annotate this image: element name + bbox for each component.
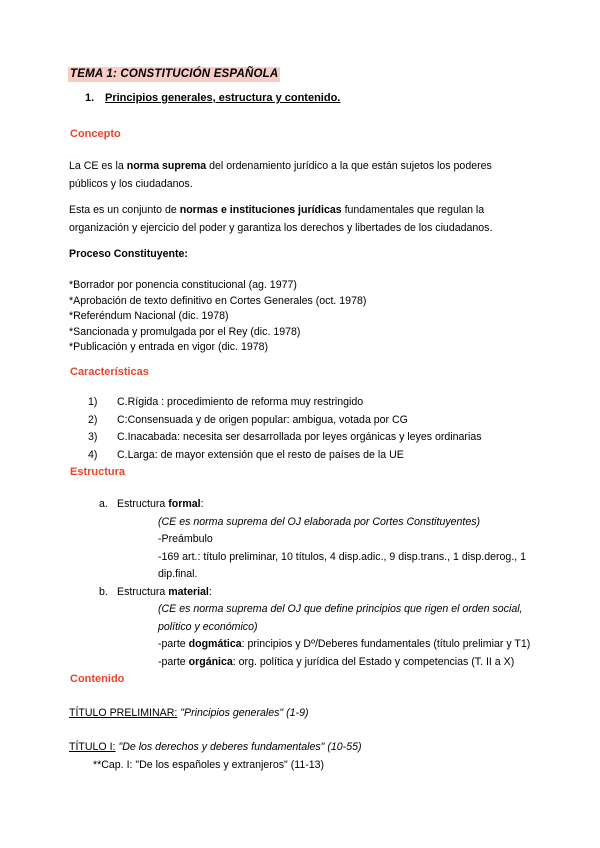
detail-prefix: -parte (158, 638, 189, 650)
estructura-a-lead-bold: formal (168, 498, 201, 510)
concepto-p1-part-a: La CE es la (69, 160, 127, 172)
document-title-container (68, 64, 280, 83)
list-marker: 4) (88, 448, 98, 461)
concepto-paragraph-1 (69, 158, 514, 193)
detail-prefix: -parte (158, 655, 189, 668)
list-marker: a. (99, 498, 108, 510)
list-item (88, 412, 528, 430)
list-marker: 3) (88, 431, 98, 443)
list-marker: 1) (88, 396, 98, 408)
detail-line: (CE es norma suprema del OJ elaborada por Cortes Constituyentes) (158, 515, 481, 528)
contenido-title-underlined: TÍTULO PRELIMINAR: (69, 707, 178, 719)
detail-line: -Preámbulo (158, 533, 213, 545)
detail-line (158, 636, 533, 654)
main-heading-number: 1. (85, 92, 95, 104)
list-item-text: C.Larga: de mayor extensión que el resto de países de la UE (117, 448, 404, 461)
detail-bold: orgánica (188, 655, 233, 668)
concepto-paragraph-2 (69, 202, 514, 237)
section-heading-concepto: Concepto (70, 128, 121, 140)
detail-line: -169 art.: título preliminar, 10 títulos, 4 disp.adic., 9 disp.trans., 1 disp.derog., 1 dip.final. (158, 550, 527, 580)
estructura-b-lead-bold: material (168, 585, 209, 598)
concepto-p1-part-b: del ordenamiento jurídico a la que están sujetos los poderes públicos y los ciudadanos. (69, 160, 492, 190)
list-item (88, 447, 528, 465)
estructura-a-lead-suffix: : (200, 498, 204, 510)
contenido-title-underlined: TÍTULO I: (69, 741, 116, 753)
list-item: *Referéndum Nacional (dic. 1978) (69, 310, 229, 322)
estructura-b-lead-plain: Estructura (117, 585, 169, 598)
estructura-a-lead-plain: Estructura (117, 498, 169, 510)
contenido-entry-preliminar (69, 705, 519, 723)
section-heading-estructura: Estructura (70, 466, 126, 478)
proceso-heading: Proceso Constituyente: (69, 248, 188, 260)
section-heading-caracteristicas: Características (70, 366, 149, 378)
contenido-title-italic: "Principios generales" (1-9) (177, 707, 309, 719)
contenido-entry-titulo-i (69, 739, 519, 774)
detail-bold: dogmática (188, 638, 242, 650)
contenido-chapter-line: **Cap. I: "De los españoles y extranjeros" (11-13) (93, 758, 325, 771)
contenido-entry-line (69, 739, 519, 757)
detail-suffix: : principios y Dº/Deberes fundamentales (título prelimiar y T1) (241, 638, 531, 650)
detail-suffix: : org. política y jurídica del Estado y competencias (T. II a X) (232, 655, 515, 668)
contenido-entry-line (69, 705, 519, 723)
list-item-a (99, 496, 527, 584)
list-item-text: C.Rígida : procedimiento de reforma muy restringido (117, 396, 364, 408)
list-item (88, 394, 528, 412)
list-item-text: C:Consensuada y de origen popular: ambigua, votada por CG (117, 413, 408, 426)
estructura-list (99, 496, 531, 671)
main-heading (85, 92, 340, 104)
concepto-p1-bold: norma suprema (126, 160, 207, 172)
list-item (88, 429, 528, 447)
estructura-b-detail (158, 601, 533, 671)
list-item: *Aprobación de texto definitivo en Cortes Generales (oct. 1978) (69, 294, 367, 307)
list-item-b (99, 584, 531, 672)
list-item-text: C.Inacabada: necesita ser desarrollada por leyes orgánicas y leyes ordinarias (117, 431, 482, 443)
estructura-a-lead (117, 496, 519, 514)
document-title: TEMA 1: CONSTITUCIÓN ESPAÑOLA (70, 68, 279, 80)
section-heading-contenido: Contenido (70, 673, 125, 685)
contenido-title-italic: "De los derechos y deberes fundamentales" (10-55) (115, 741, 362, 753)
estructura-b-lead (117, 584, 519, 602)
estructura-a-detail (158, 514, 533, 584)
estructura-b-lead-suffix: : (208, 585, 212, 598)
list-marker: 2) (88, 413, 98, 426)
list-item: *Sancionada y promulgada por el Rey (dic. 1978) (69, 325, 301, 338)
list-item: *Borrador por ponencia constitucional (ag. 1977) (69, 279, 297, 291)
detail-line (158, 654, 533, 672)
concepto-p2-bold: normas e instituciones jurídicas (179, 204, 342, 216)
list-marker: b. (99, 585, 108, 598)
proceso-list (69, 278, 514, 356)
detail-line: (CE es norma suprema del OJ que define principios que rigen el orden social, político y económico) (158, 603, 523, 633)
main-heading-text: Principios generales, estructura y contenido. (105, 92, 341, 104)
list-item: *Publicación y entrada en vigor (dic. 1978) (69, 341, 269, 353)
caracteristicas-list (88, 394, 528, 464)
concepto-p2-part-a: Esta es un conjunto de (69, 204, 180, 216)
concepto-p2-part-b: fundamentales que regulan la organización y ejercicio del poder y garantiza los derechos y libertades de los ciudadanos. (69, 204, 493, 234)
